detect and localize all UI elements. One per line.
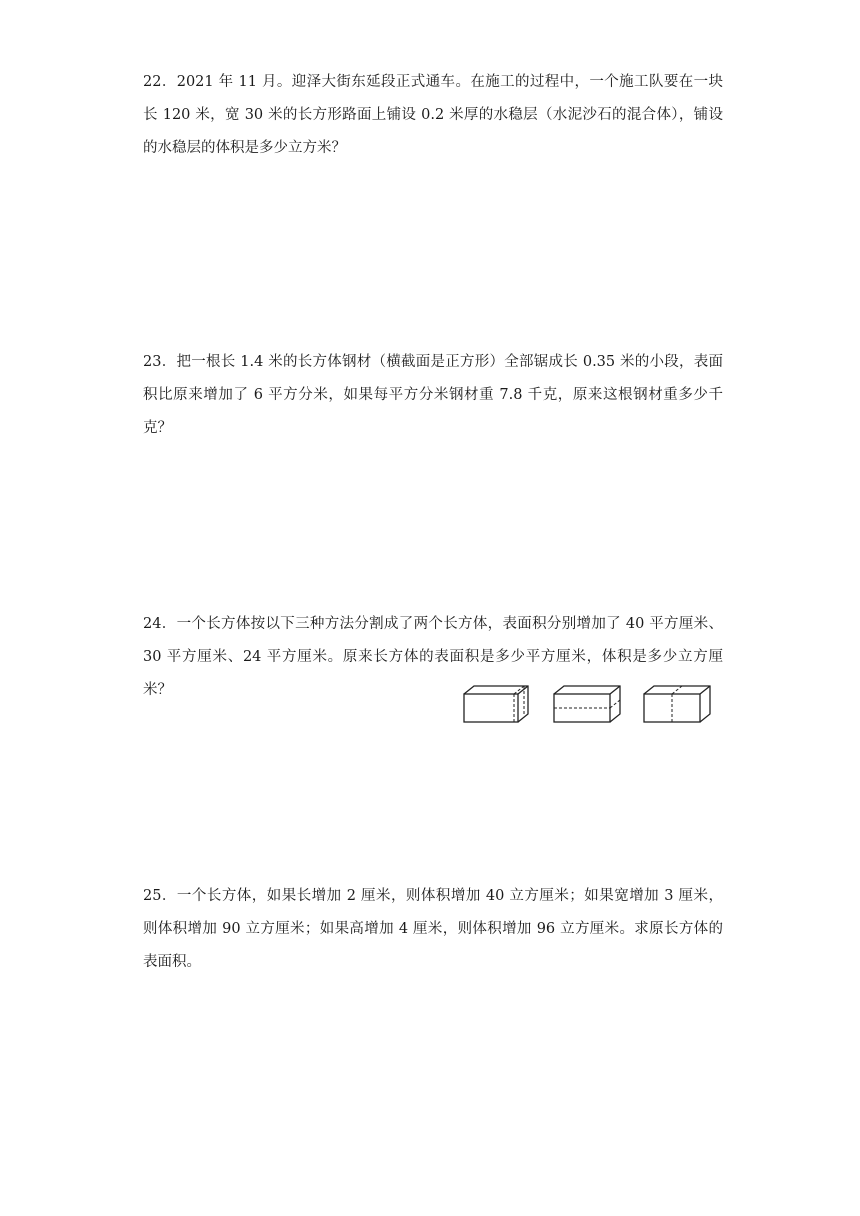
box-cut-length-icon	[464, 686, 528, 722]
problem-line: 24．一个长方体按以下三种方法分割成了两个长方体，表面积分别增加了 40 平方厘米、	[143, 616, 723, 632]
problem-22	[143, 66, 723, 165]
problem-line: 23．把一根长 1.4 米的长方体钢材（横截面是正方形）全部锯成长 0.35 米的小段，表面	[143, 354, 723, 370]
problem-line: 表面积。	[143, 954, 201, 970]
cutting-figures	[462, 684, 722, 726]
problem-line: 则体积增加 90 立方厘米；如果高增加 4 厘米，则体积增加 96 立方厘米。求原长方体的	[143, 921, 723, 937]
box-cut-width-icon	[644, 686, 710, 722]
problem-25	[143, 880, 723, 979]
box-cut-height-icon	[554, 686, 620, 722]
problem-line: 克？	[143, 420, 172, 436]
problem-line: 25．一个长方体，如果长增加 2 厘米，则体积增加 40 立方厘米；如果宽增加 3 厘米，	[143, 888, 723, 904]
problem-23	[143, 346, 723, 445]
problem-line: 长 120 米，宽 30 米的长方形路面上铺设 0.2 米厚的水稳层（水泥沙石的混合体），铺设	[143, 107, 723, 123]
problem-line: 积比原来增加了 6 平方分米，如果每平方分米钢材重 7.8 千克，原来这根钢材重多少千	[143, 387, 723, 403]
problem-line: 22．2021 年 11 月。迎泽大街东延段正式通车。在施工的过程中，一个施工队要在一块	[143, 74, 723, 90]
problem-line: 30 平方厘米、24 平方厘米。原来长方体的表面积是多少平方厘米，体积是多少立方厘	[143, 649, 723, 665]
problem-line: 米？	[143, 682, 172, 698]
problem-line: 的水稳层的体积是多少立方米？	[143, 140, 346, 156]
